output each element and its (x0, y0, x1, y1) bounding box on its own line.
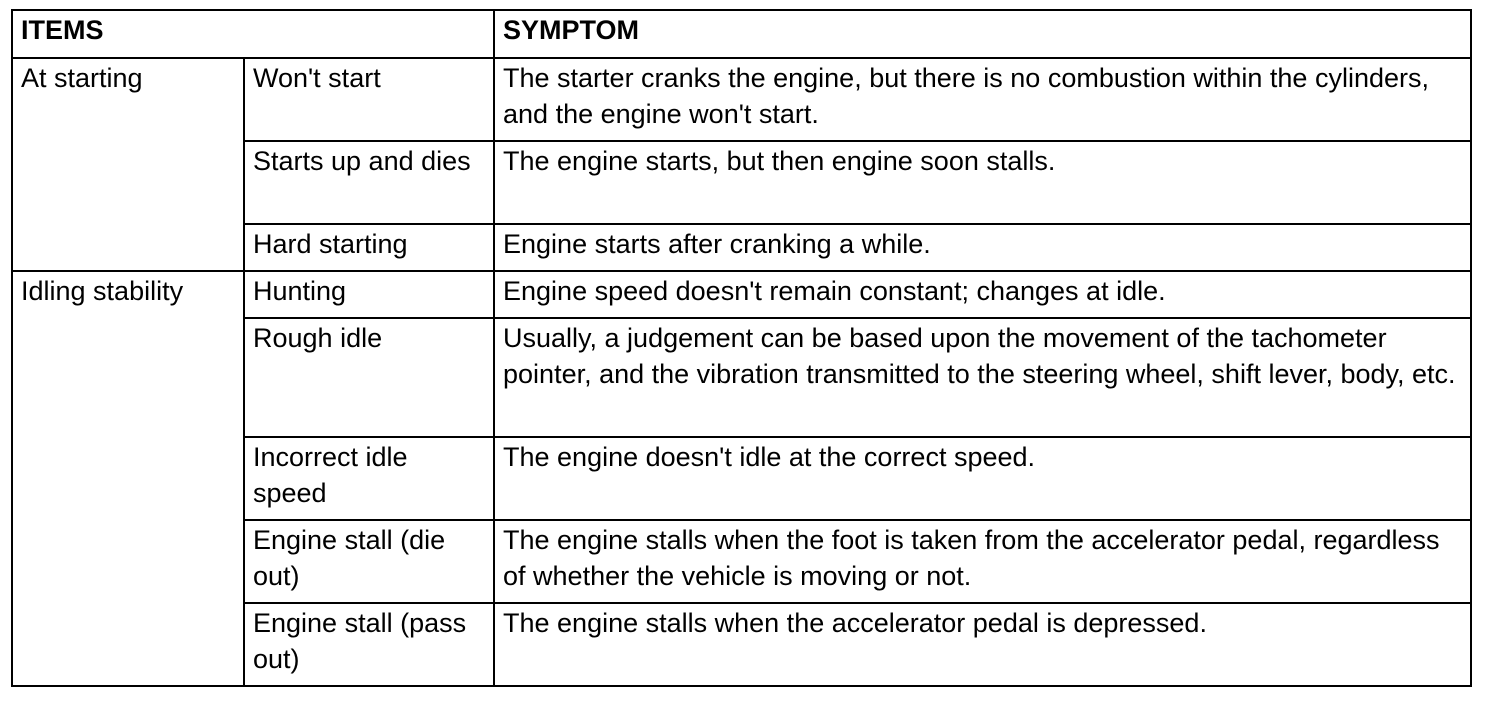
symptom-cell: Engine starts after cranking a while. (494, 224, 1471, 271)
header-symptom: SYMPTOM (494, 10, 1471, 58)
item-cell: Engine stall (die out) (244, 520, 494, 603)
table-row (12, 58, 1471, 141)
symptom-cell: The engine starts, but then engine soon stalls. (494, 141, 1471, 224)
symptom-cell: The starter cranks the engine, but there is no combustion within the cylinders, and the engine won't start. (494, 58, 1471, 141)
symptom-table (11, 9, 1472, 687)
item-cell: Incorrect idle speed (244, 437, 494, 520)
symptom-cell: Usually, a judgement can be based upon the movement of the tachometer pointer, and the vibration transmitted to the steering wheel, shift lever, body, etc. (494, 318, 1471, 437)
item-cell: Hard starting (244, 224, 494, 271)
symptom-cell: The engine doesn't idle at the correct speed. (494, 437, 1471, 520)
item-cell: Hunting (244, 271, 494, 318)
item-cell: Starts up and dies (244, 141, 494, 224)
table-row (12, 271, 1471, 318)
category-cell: Idling stability (12, 271, 244, 686)
table-header-row (12, 10, 1471, 58)
header-items: ITEMS (12, 10, 494, 58)
category-cell: At starting (12, 58, 244, 271)
symptom-cell: The engine stalls when the accelerator pedal is depressed. (494, 603, 1471, 686)
symptom-cell: The engine stalls when the foot is taken from the accelerator pedal, regardless of whether the vehicle is moving or not. (494, 520, 1471, 603)
symptom-cell: Engine speed doesn't remain constant; changes at idle. (494, 271, 1471, 318)
item-cell: Rough idle (244, 318, 494, 437)
item-cell: Won't start (244, 58, 494, 141)
item-cell: Engine stall (pass out) (244, 603, 494, 686)
